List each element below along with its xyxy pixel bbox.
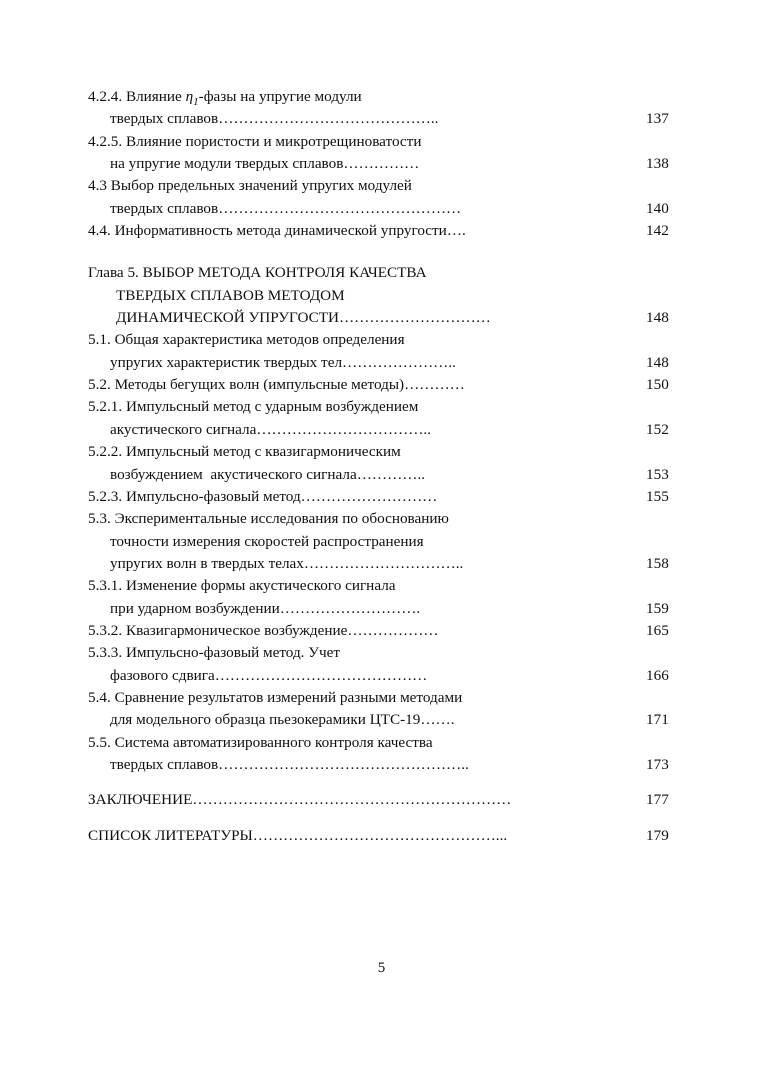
- toc-entry-text: 5.3. Экспериментальные исследования по обоснованию: [88, 510, 449, 528]
- toc-entry-text: 5.3.2. Квазигармоническое возбуждение………………: [88, 621, 439, 639]
- toc-page-number: 179: [646, 826, 669, 844]
- page-number: 5: [377, 960, 386, 976]
- toc-entry-text: ТВЕРДЫХ СПЛАВОВ МЕТОДОМ: [116, 286, 345, 304]
- toc-entry-text: твердых сплавов…………………………………………..: [110, 755, 469, 773]
- toc-entry-text: на упругие модули твердых сплавов……………: [110, 155, 420, 173]
- toc-page-number: 150: [646, 376, 669, 394]
- toc-entry-line[interactable]: [88, 175, 688, 197]
- toc-entry-line[interactable]: [88, 620, 688, 642]
- toc-entry-text: 4.2.5. Влияние пористости и микротрещиноватости: [88, 132, 422, 150]
- toc-page-number: 140: [646, 199, 669, 217]
- toc-page-number: 171: [646, 711, 669, 729]
- toc-entry-line[interactable]: [88, 396, 688, 418]
- toc-entry-line[interactable]: [88, 220, 688, 242]
- toc-entry-line[interactable]: [88, 642, 688, 664]
- toc-entry-line[interactable]: [88, 198, 688, 220]
- toc-page-number: 137: [646, 110, 669, 128]
- toc-entry-line[interactable]: [88, 285, 688, 307]
- toc-entry-text: ЗАКЛЮЧЕНИЕ………………………………………………………: [88, 791, 512, 809]
- toc-page-number: 166: [646, 666, 669, 684]
- toc-entry-line[interactable]: [88, 598, 688, 620]
- toc-entry-text: твердых сплавов…………………………………………: [110, 199, 462, 217]
- toc-page-number: 153: [646, 465, 669, 483]
- toc-entry-text: упругих волн в твердых телах…………………………..: [110, 554, 464, 572]
- toc-entry-line[interactable]: [88, 131, 688, 153]
- toc-spacer: [88, 812, 688, 825]
- toc-entry-line[interactable]: [88, 329, 688, 351]
- toc-entry-line[interactable]: [88, 262, 688, 284]
- toc-page-number: 158: [646, 554, 669, 572]
- toc-entry-line[interactable]: [88, 508, 688, 530]
- toc-page-number: 177: [646, 791, 669, 809]
- toc-entry-text: 5.3.1. Изменение формы акустического сигнала: [88, 577, 396, 595]
- toc-entry-text: точности измерения скоростей распространения: [110, 532, 424, 550]
- toc-entry-line[interactable]: [88, 108, 688, 130]
- toc-page-number: 142: [646, 222, 669, 240]
- toc-page-number: 148: [646, 353, 669, 371]
- toc-entry-text: 5.5. Система автоматизированного контроля качества: [88, 733, 433, 751]
- toc-entry-text: акустического сигнала……………………………..: [110, 420, 432, 438]
- toc-entry-line[interactable]: [88, 687, 688, 709]
- toc-entry-line[interactable]: [88, 553, 688, 575]
- toc-page-number: 155: [646, 487, 669, 505]
- table-of-contents: [88, 86, 688, 847]
- toc-entry-text: твердых сплавов……………………………………..: [110, 110, 439, 128]
- toc-entry-line[interactable]: [88, 754, 688, 776]
- toc-entry-line[interactable]: [88, 352, 688, 374]
- toc-entry-line[interactable]: [88, 665, 688, 687]
- toc-entry-line[interactable]: [88, 153, 688, 175]
- toc-entry-text: Глава 5. ВЫБОР МЕТОДА КОНТРОЛЯ КАЧЕСТВА: [88, 264, 427, 282]
- toc-entry-text: ДИНАМИЧЕСКОЙ УПРУГОСТИ…………………………: [116, 309, 491, 327]
- toc-entry-text: 4.3 Выбор предельных значений упругих модулей: [88, 177, 412, 195]
- toc-page-number: 159: [646, 599, 669, 617]
- toc-entry-text: возбуждением акустического сигнала…………..: [110, 465, 426, 483]
- toc-spacer: [88, 776, 688, 789]
- toc-entry-line[interactable]: [88, 732, 688, 754]
- toc-entry-line[interactable]: [88, 307, 688, 329]
- toc-entry-text: 4.2.4. Влияние $\eta_1$-фазы на упругие модули: [88, 88, 362, 109]
- toc-entry-text: 5.1. Общая характеристика методов определения: [88, 331, 405, 349]
- toc-entry-text: 5.2. Методы бегущих волн (импульсные методы)…………: [88, 376, 465, 394]
- toc-entry-line[interactable]: [88, 374, 688, 396]
- toc-entry-line[interactable]: [88, 825, 688, 847]
- toc-entry-line[interactable]: [88, 441, 688, 463]
- toc-entry-text: 5.4. Сравнение результатов измерений разными методами: [88, 688, 463, 706]
- toc-entry-line[interactable]: [88, 464, 688, 486]
- toc-page-number: 173: [646, 755, 669, 773]
- toc-entry-text: 5.3.3. Импульсно-фазовый метод. Учет: [88, 644, 341, 662]
- toc-entry-text: 5.2.1. Импульсный метод с ударным возбуждением: [88, 398, 419, 416]
- toc-entry-text: для модельного образца пьезокерамики ЦТС-19…….: [110, 711, 455, 729]
- toc-entry-text: 5.2.3. Импульсно-фазовый метод………………………: [88, 487, 438, 505]
- eta-subscript: 1: [193, 96, 199, 109]
- toc-page-number: 138: [646, 155, 669, 173]
- toc-entry-text: фазового сдвига……………………………………: [110, 666, 428, 684]
- toc-entry-line[interactable]: [88, 419, 688, 441]
- toc-page-number: 148: [646, 309, 669, 327]
- toc-spacer: [88, 242, 688, 262]
- toc-entry-line[interactable]: [88, 486, 688, 508]
- toc-entry-text: СПИСОК ЛИТЕРАТУРЫ…………………………………………...: [88, 826, 508, 844]
- toc-entry-line[interactable]: [88, 709, 688, 731]
- toc-entry-line[interactable]: [88, 86, 688, 108]
- toc-entry-text: 4.4. Информативность метода динамической упругости….: [88, 222, 466, 240]
- eta-symbol: $\eta_1$: [185, 88, 199, 109]
- toc-page-number: 165: [646, 621, 669, 639]
- toc-entry-text: при ударном возбуждении……………………….: [110, 599, 421, 617]
- toc-entry-line[interactable]: [88, 575, 688, 597]
- toc-entry-text: упругих характеристик твердых тел…………………..: [110, 353, 456, 371]
- toc-entry-line[interactable]: [88, 531, 688, 553]
- toc-entry-line[interactable]: [88, 789, 688, 811]
- toc-entry-text: 5.2.2. Импульсный метод с квазигармоническим: [88, 443, 401, 461]
- toc-page-number: 152: [646, 420, 669, 438]
